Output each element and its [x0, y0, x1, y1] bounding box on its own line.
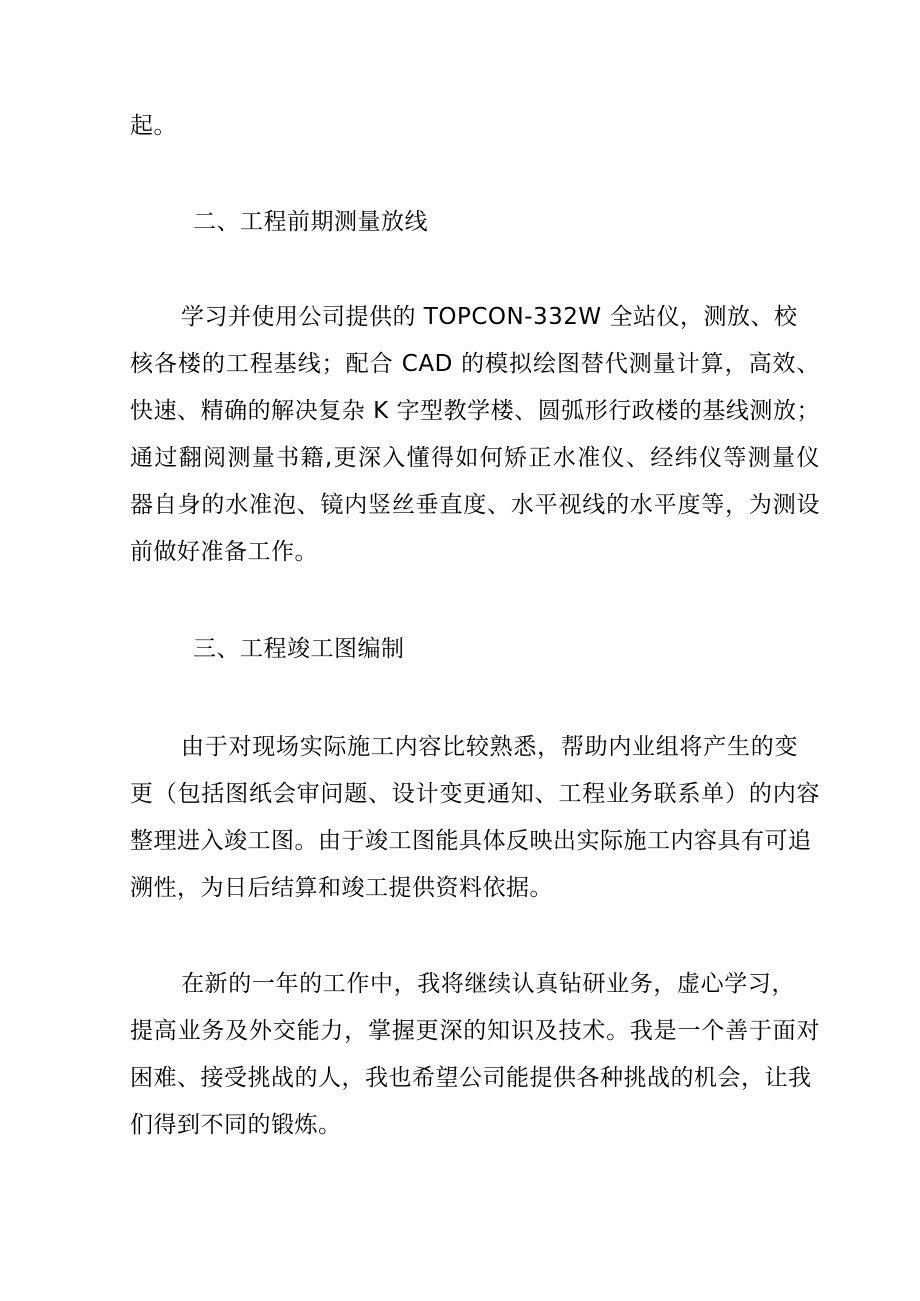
section-heading-3: 三、工程竣工图编制 [193, 636, 405, 662]
paragraph-line: 溯性，为日后结算和竣工提供资料依据。 [130, 875, 553, 901]
section-heading-2: 二、工程前期测量放线 [193, 209, 428, 235]
paragraph-line: 由于对现场实际施工内容比较熟悉，帮助内业组将产生的变 [181, 734, 798, 760]
paragraph-end-line: 起。 [130, 113, 177, 139]
paragraph-line: 更（包括图纸会审问题、设计变更通知、工程业务联系单）的内容 [130, 781, 820, 807]
paragraph-line: 在新的一年的工作中，我将继续认真钻研业务，虚心学习， [181, 971, 795, 997]
paragraph-line: 核各楼的工程基线；配合 CAD 的模拟绘图替代测量计算，高效、 [130, 351, 820, 377]
paragraph-line: 学习并使用公司提供的 TOPCON-332W 全站仪，测放、校 [181, 304, 798, 330]
paragraph-line: 快速、精确的解决复杂 K 字型教学楼、圆弧形行政楼的基线测放； [130, 398, 820, 424]
paragraph-line: 提高业务及外交能力，掌握更深的知识及技术。我是一个善于面对 [130, 1018, 820, 1044]
paragraph-line: 整理进入竣工图。由于竣工图能具体反映出实际施工内容具有可追 [130, 828, 812, 854]
paragraph-line: 器自身的水准泡、镜内竖丝垂直度、水平视线的水平度等，为测设 [130, 492, 820, 518]
paragraph-line: 通过翻阅测量书籍,更深入懂得如何矫正水准仪、经纬仪等测量仪 [130, 445, 820, 471]
paragraph-line: 们得到不同的锻炼。 [130, 1112, 342, 1138]
paragraph-line: 前做好准备工作。 [130, 539, 318, 565]
paragraph-line: 困难、接受挑战的人，我也希望公司能提供各种挑战的机会，让我 [130, 1065, 812, 1091]
